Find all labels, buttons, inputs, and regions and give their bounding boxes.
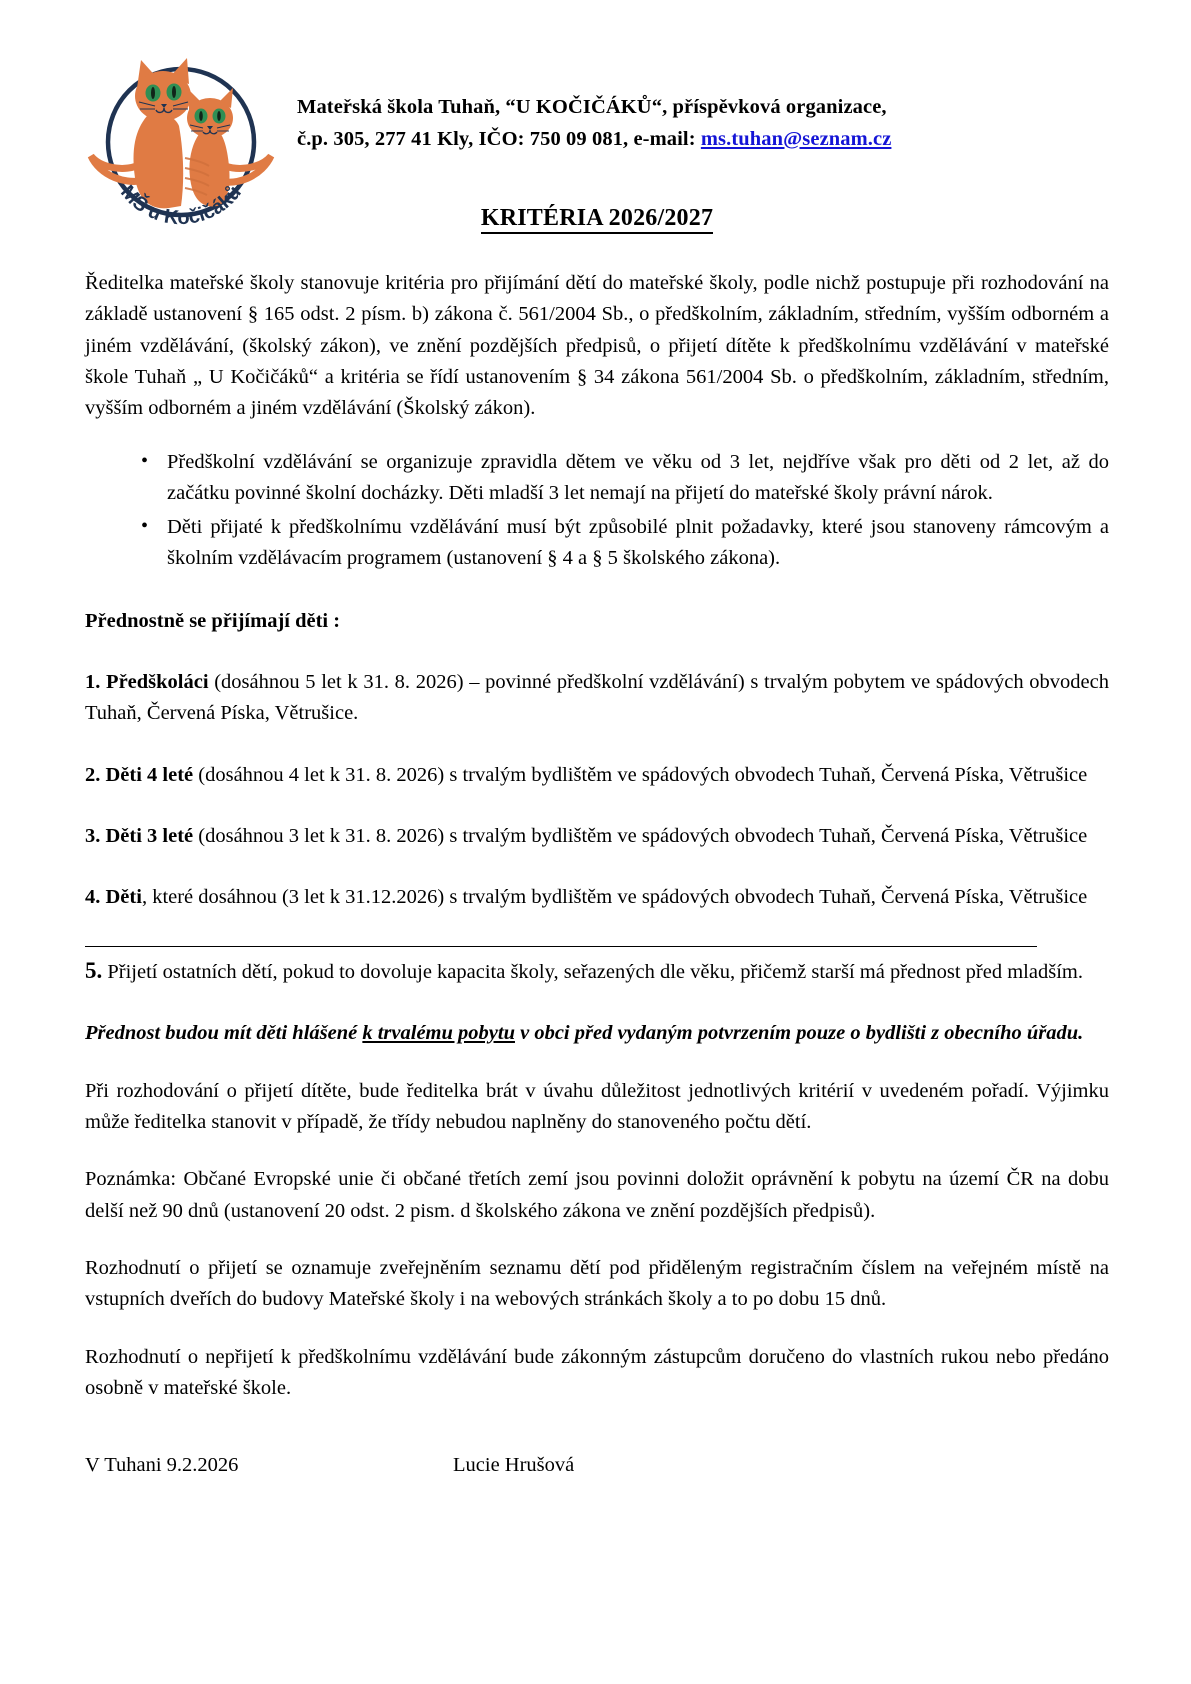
emphasis-underlined: k trvalému pobytu [362, 1022, 515, 1045]
criterion-1-text: (dosáhnou 5 let k 31. 8. 2026) – povinné předškolní vzdělávání) s trvalým pobytem ve spádových obvodech Tuhaň, Červená Píska, Větrušice. [85, 670, 1109, 725]
place-and-date: V Tuhani 9.2.2026 [85, 1454, 239, 1477]
criterion-3 [85, 821, 1109, 852]
requirements-list [85, 447, 1109, 574]
criterion-3-text: (dosáhnou 3 let k 31. 8. 2026) s trvalým bydlištěm ve spádových obvodech Tuhaň, Červená Píska, Větrušice [193, 825, 1088, 848]
document-footer [85, 1450, 1109, 1481]
criterion-4-text: , které dosáhnou (3 let k 31.12.2026) s trvalým bydlištěm ve spádových obvodech Tuhaň, Červená Píska, Větrušice [141, 886, 1088, 909]
criterion-1 [85, 667, 1109, 730]
criterion-1-label: 1. Předškoláci [85, 670, 209, 693]
rejection-paragraph: Rozhodnutí o nepřijetí k předškolnímu vzdělávání bude zákonným zástupcům doručeno do vlastních rukou nebo předáno osobně v mateřské škole. [85, 1345, 1109, 1400]
decision-paragraph: Při rozhodování o přijetí dítěte, bude ředitelka brát v úvahu důležitost jednotlivých kritérií v uvedeném pořadí. Výjimku může ředitelka stanovit v případě, že třídy nebudou naplněny do stanoveného počtu dětí. [85, 1079, 1109, 1133]
criterion-4 [85, 882, 1109, 913]
school-identity-block [275, 30, 1131, 156]
document-body [0, 205, 1191, 1481]
school-name-line: Mateřská škola Tuhaň, “U KOČIČÁKŮ“, příspěvková organizace, [297, 96, 887, 118]
list-item: • Předškolní vzdělávání se organizuje zpravidla dětem ve věku od 3 let, nejdříve však pro děti od 2 let, až do začátku povinné školní docházky. Děti mladší 3 let nemají na přijetí do mateřské školy právní nárok. [141, 447, 1109, 510]
criterion-5-text: Přijetí ostatních dětí, pokud to dovoluje kapacita školy, seřazených dle věku, přičemž starší má přednost před mladším. [102, 960, 1083, 983]
section-divider [85, 946, 1037, 947]
criterion-4-label: 4. Děti [85, 886, 142, 909]
criterion-3-label: 3. Děti 3 leté [85, 825, 194, 848]
publication-paragraph: Rozhodnutí o přijetí se oznamuje zveřejněním seznamu dětí pod přiděleným registračním číslem na veřejném místě na vstupních dveřích do budovy Mateřské školy i na webových stránkách školy a to po dobu 15 dnů. [85, 1256, 1109, 1311]
school-address-text: č.p. 305, 277 41 Kly, IČO: 750 09 081, e-mail: [297, 127, 701, 150]
criterion-2 [85, 760, 1109, 791]
list-item: • Děti přijaté k předškolnímu vzdělávání musí být způsobilé plnit požadavky, které jsou stanoveny rámcovým a školním vzdělávacím programem (ustanovení § 4 a § 5 školského zákona). [141, 512, 1109, 575]
criterion-2-text: (dosáhnou 4 let k 31. 8. 2026) s trvalým bydlištěm ve spádových obvodech Tuhaň, Červená Píska, Větrušice [193, 763, 1088, 786]
signer-name: Lucie Hrušová [453, 1454, 575, 1477]
criterion-5-number: 5. [85, 957, 103, 983]
emphasis-part2: v obci před vydaným potvrzením pouze o bydlišti z obecního úřadu. [514, 1022, 1084, 1045]
logo-curved-text: MŠ u Kočičáků [116, 181, 246, 228]
emphasis-paragraph [85, 1018, 1109, 1049]
school-contact-line [297, 124, 1131, 156]
criterion-2-label: 2. Děti 4 leté [85, 763, 194, 786]
two-cats-logo-icon [85, 38, 275, 228]
criterion-5 [85, 953, 1109, 988]
note-paragraph: Poznámka: Občané Evropské unie či občané třetích zemí jsou povinni doložit oprávnění k pobytu na území ČR na dobu delší než 90 dnů (ustanovení 20 odst. 2 pism. d školského zákona ve znění pozdějších předpisů). [85, 1168, 1109, 1222]
priority-heading: Přednostně se přijímají děti : [85, 610, 341, 633]
school-logo [85, 38, 275, 228]
emphasis-part1: Přednost budou mít děti hlášené [85, 1022, 363, 1045]
email-link[interactable]: ms.tuhan@seznam.cz [700, 127, 892, 150]
page-title-text: KRITÉRIA 2026/2027 [481, 205, 713, 234]
intro-paragraph: Ředitelka mateřské školy stanovuje kritéria pro přijímání dětí do mateřské školy, podle nichž postupuje při rozhodování na základě ustanovení § 165 odst. 2 písm. b) zákona č. 561/2004 Sb., o předškolním, základním, středním, vyšším odborném a jiném vzdělávání, (školský zákon), ve znění pozdějších předpisů, o přijetí dítěte k předškolnímu vzdělávání v mateřské škole Tuhaň „ U Kočičáků“ a kritéria se řídí ustanovením § 34 zákona 561/2004 Sb. o předškolním, základním, středním, vyšším odborném a jiném vzdělávání (Školský zákon). [85, 272, 1109, 420]
